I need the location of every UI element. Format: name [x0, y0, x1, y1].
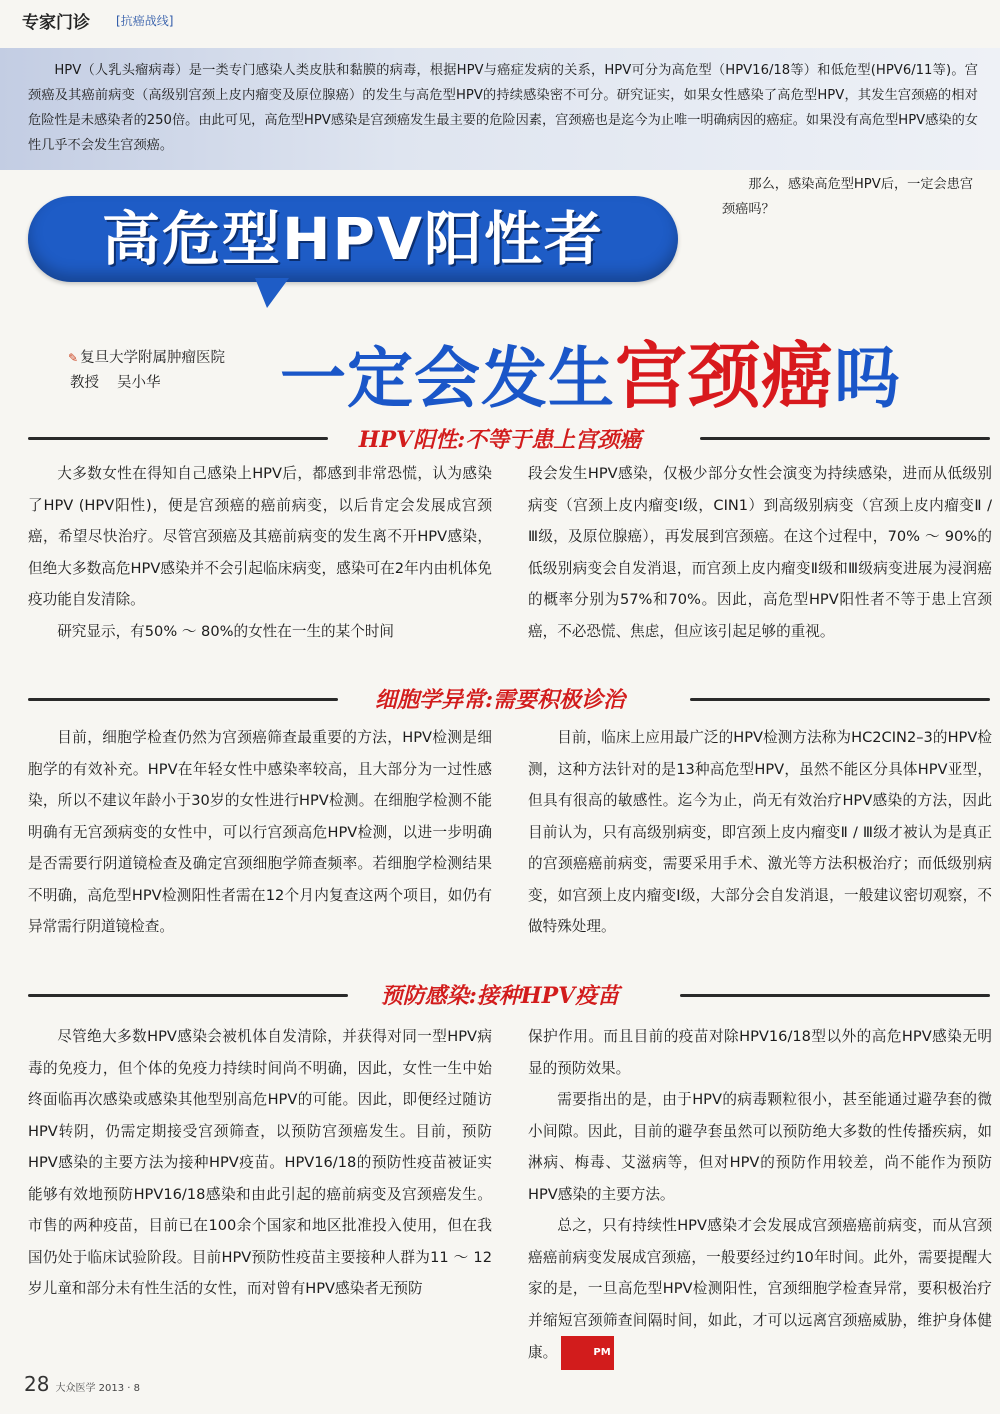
column-tag: [ 抗癌战线 ] [116, 12, 173, 29]
magazine-issue: 大众医学 2013 · 8 [55, 1383, 140, 1394]
section-1-left-column [28, 458, 492, 647]
page-footer [24, 1372, 140, 1396]
paragraph: 段会发生HPV感染，仅极少部分女性会演变为持续感染，进而从低级别病变（宫颈上皮内瘤变Ⅰ级，CIN1）到高级别病变（宫颈上皮内瘤变Ⅱ / Ⅲ级，及原位腺癌），再发展到宫颈癌。在这个过程中，70% ～ 90%的低级别病变会自发消退，而宫颈上皮内瘤变Ⅱ级和Ⅲ级病变进展为浸润癌的概率分别为57%和70%。因此，高危型HPV阳性者不等于患上宫颈癌，不必恐慌、焦虑，但应该引起足够的重视。 [528, 465, 992, 640]
author-institution: 复旦大学附属肿瘤医院 [80, 350, 226, 366]
paragraph: 尽管绝大多数HPV感染会被机体自发清除，并获得对同一型HPV病毒的免疫力，但个体的免疫力持续时间尚不明确，因此，女性一生中始终面临再次感染或感染其他型别高危HPV的可能。因此，即便经过随访HPV转阴，仍需定期接受宫颈筛查，以预防宫颈癌发生。目前，预防HPV感染的主要方法为接种HPV疫苗。HPV16/18的预防性疫苗被证实能够有效地预防HPV16/18感染和由此引起的癌前病变及宫颈癌发生。市售的两种疫苗，目前已在100余个国家和地区批准投入使用，但在我国仍处于临床试验阶段。目前HPV预防性疫苗主要接种人群为11 ～ 12岁儿童和部分未有性生活的女性，而对曾有HPV感染者无预防 [28, 1028, 492, 1297]
pm-end-mark: PM [561, 1336, 613, 1370]
section-1-right-column [528, 458, 992, 647]
column-name: 专家门诊 [22, 13, 90, 33]
headline-highlight: 宫颈癌 [615, 334, 835, 418]
speech-bubble-tail [255, 278, 289, 308]
page-header [0, 0, 1000, 42]
paragraph: 研究显示，有50% ～ 80%的女性在一生的某个时间 [57, 622, 395, 640]
section-2-left-column [28, 722, 492, 943]
intro-text: HPV（人乳头瘤病毒）是一类专门感染人类皮肤和黏膜的病毒，根据HPV与癌症发病的关系，HPV可分为高危型（HPV16/18等）和低危型(HPV6/11等)。宫颈癌及其癌前病变（高级别宫颈上皮内瘤变及原位腺癌）的发生与高危型HPV的持续感染密不可分。研究证实，如果女性感染了高危型HPV，其发生宫颈癌的相对危险性是未感染者的250倍。由此可见，高危型HPV感染是宫颈癌发生最主要的危险因素，宫颈癌也是迄今为止唯一明确病因的癌症。如果没有高危型HPV感染的女性几乎不会发生宫颈癌。 [28, 63, 978, 153]
paragraph [528, 1210, 992, 1370]
closing-text: 总之，只有持续性HPV感染才会发展成宫颈癌癌前病变，而从宫颈癌癌前病变发展成宫颈癌，一般要经过约10年时间。此外，需要提醒大家的是，一旦高危型HPV检测阳性，宫颈细胞学检查异常，要积极治疗并缩短宫颈筛查间隔时间，如此，才可以远离宫颈癌威胁，维护身体健康。 [528, 1217, 992, 1361]
author-name: 吴小华 [117, 375, 161, 391]
author-byline [68, 346, 225, 396]
section-3-right-column [528, 1021, 992, 1370]
section-2-right-column [528, 722, 992, 943]
section-title-prevention: 预防感染:接种HPV疫苗 [380, 983, 620, 1009]
section-title-cytology: 细胞学异常:需要积极诊治 [374, 687, 626, 713]
section-title-hpv-positive: HPV阳性:不等于患上宫颈癌 [358, 427, 642, 453]
paragraph: 目前，细胞学检查仍然为宫颈癌筛查最重要的方法，HPV检测是细胞学的有效补充。HPV在年轻女性中感染率较高，且大部分为一过性感染，所以不建议年龄小于30岁的女性进行HPV检测。在细胞学检测不能明确有无宫颈病变的女性中，可以行宫颈高危HPV检测，以进一步明确是否需要行阴道镜检查及确定宫颈细胞学筛查频率。若细胞学检测结果不明确，高危型HPV检测阳性者需在12个月内复查这两个项目，如仍有异常需行阴道镜检查。 [28, 729, 492, 935]
headline-part-c: 吗 [834, 340, 902, 417]
author-rank: 教授 [70, 375, 99, 391]
headline-part-a: 一定会发生 [280, 340, 615, 417]
page-number: 28 [24, 1372, 50, 1396]
headline-line2 [280, 318, 901, 422]
headline-line1: 高危型HPV阳性者 [102, 205, 604, 273]
paragraph: 保护作用。而且目前的疫苗对除HPV16/18型以外的高危HPV感染无明显的预防效果。 [528, 1028, 992, 1077]
pen-icon: ✎ [68, 351, 79, 365]
paragraph: 需要指出的是，由于HPV的病毒颗粒很小，甚至能通过避孕套的微小间隙。因此，目前的避孕套虽然可以预防绝大多数的性传播疾病，如淋病、梅毒、艾滋病等，但对HPV的预防作用较差，尚不能作为预防HPV感染的主要方法。 [528, 1091, 992, 1203]
paragraph: 大多数女性在得知自己感染上HPV后，都感到非常恐慌，认为感染了HPV (HPV阳性)，便是宫颈癌的癌前病变，以后肯定会发展成宫颈癌，希望尽快治疗。尽管宫颈癌及其癌前病变的发生离不开HPV感染，但绝大多数高危HPV感染并不会引起临床病变，感染可在2年内由机体免疫功能自发清除。 [28, 465, 492, 608]
paragraph: 目前，临床上应用最广泛的HPV检测方法称为HC2CIN2–3的HPV检测，这种方法针对的是13种高危型HPV，虽然不能区分具体HPV亚型，但具有很高的敏感性。迄今为止，尚无有效治疗HPV感染的方法，因此目前认为，只有高级别病变，即宫颈上皮内瘤变Ⅱ / Ⅲ级才被认为是真正的宫颈癌癌前病变，需要采用手术、激光等方法积极治疗；而低级别病变，如宫颈上皮内瘤变Ⅰ级，大部分会自发消退，一般建议密切观察，不做特殊处理。 [528, 729, 992, 935]
lead-question: 那么，感染高危型HPV后，一定会患宫颈癌吗？ [722, 177, 974, 217]
intro-band [0, 48, 1000, 170]
section-3-left-column [28, 1021, 492, 1305]
